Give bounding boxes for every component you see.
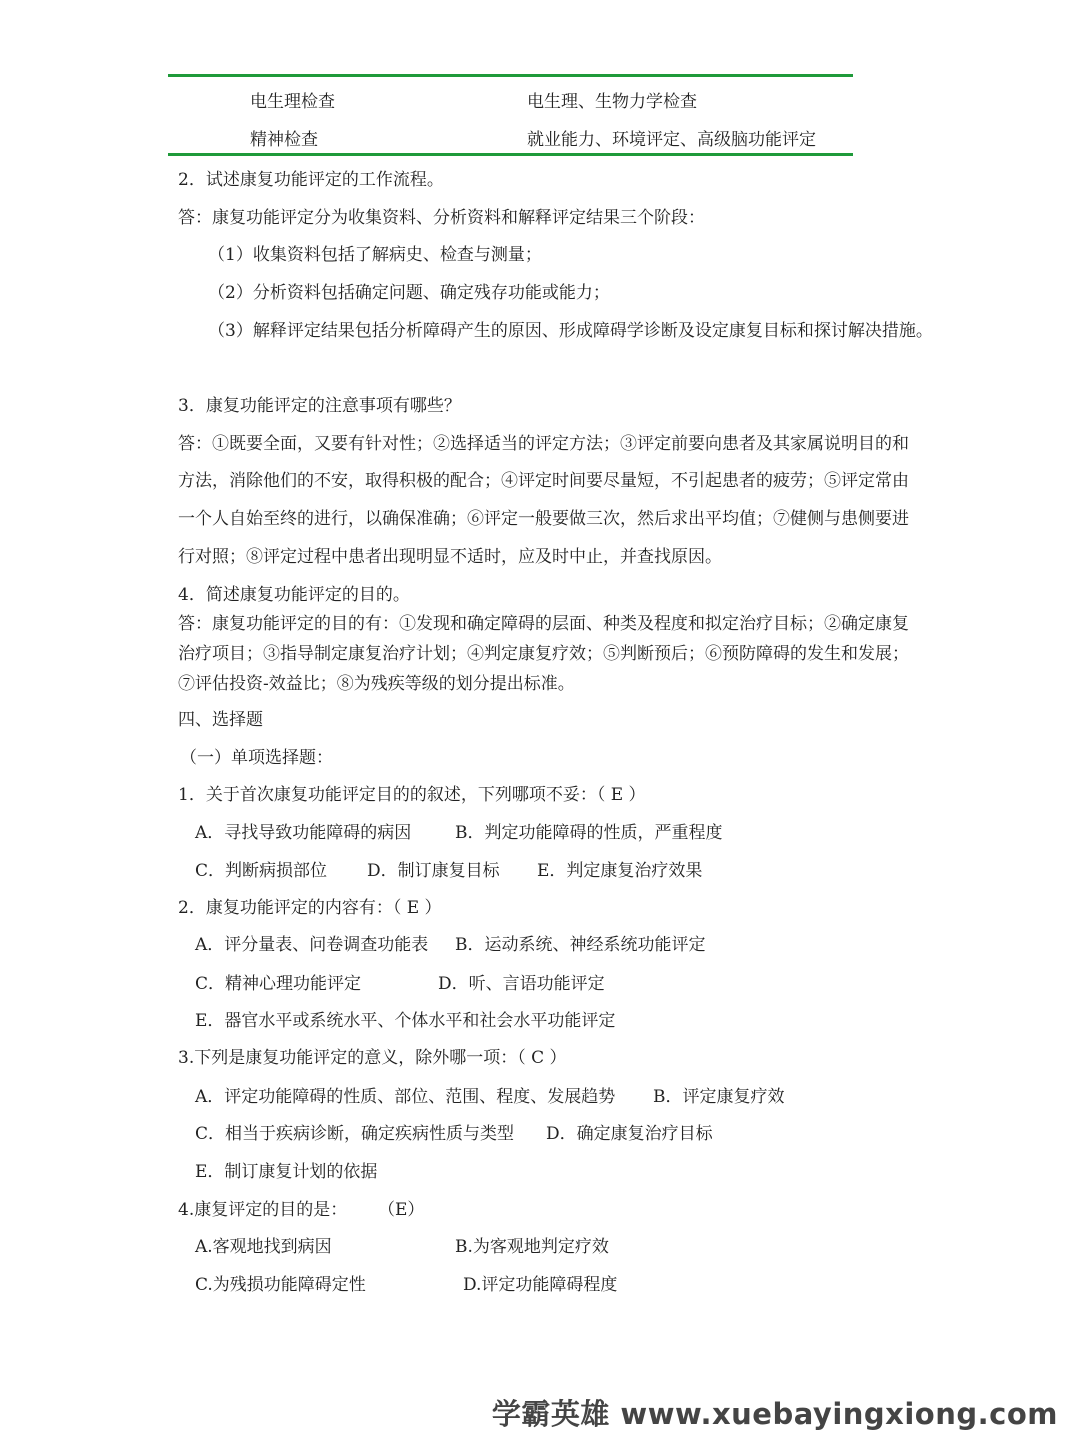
watermark: 学霸英雄 www.xuebayingxiong.com bbox=[491, 1397, 1058, 1431]
mc-question-4: 4.康复评定的目的是： bbox=[178, 1200, 348, 1220]
answer-3-line: 答：①既要全面，又要有针对性；②选择适当的评定方法；③评定前要向患者及其家属说明目的和 bbox=[178, 434, 909, 454]
mc-option: A．寻找导致功能障碍的病因 bbox=[195, 823, 412, 843]
mc-option: B．评定康复疗效 bbox=[653, 1087, 785, 1107]
section-subtitle: （一）单项选择题： bbox=[180, 748, 333, 768]
answer-2-point: （3）解释评定结果包括分析障碍产生的原因、形成障碍学诊断及设定康复目标和探讨解决措施。 bbox=[208, 321, 933, 341]
question-4: 4．简述康复功能评定的目的。 bbox=[178, 585, 410, 605]
mc-option: D．确定康复治疗目标 bbox=[546, 1124, 713, 1144]
mc-option: B．判定功能障碍的性质，严重程度 bbox=[455, 823, 723, 843]
mc-option: D．听、言语功能评定 bbox=[438, 974, 605, 994]
answer-3-line: 行对照；⑧评定过程中患者出现明显不适时，应及时中止，并查找原因。 bbox=[178, 547, 722, 567]
table-cell: 就业能力、环境评定、高级脑功能评定 bbox=[527, 130, 816, 150]
mc-option: E．器官水平或系统水平、个体水平和社会水平功能评定 bbox=[195, 1011, 616, 1031]
answer-2-point: （2）分析资料包括确定问题、确定残存功能或能力； bbox=[208, 283, 610, 303]
mc-option: D．制订康复目标 bbox=[367, 861, 500, 881]
mc-option: C.为残损功能障碍定性 bbox=[195, 1275, 366, 1295]
table-cell: 精神检查 bbox=[250, 130, 318, 150]
mc-option: A.客观地找到病因 bbox=[195, 1237, 332, 1257]
mc-option: D.评定功能障碍程度 bbox=[463, 1275, 618, 1295]
mc-option: B.为客观地判定疗效 bbox=[455, 1237, 609, 1257]
table-top-rule bbox=[168, 74, 853, 77]
answer-2-point: （1）收集资料包括了解病史、检查与测量； bbox=[208, 245, 542, 265]
answer-4-line: ⑦评估投资-效益比；⑧为残疾等级的划分提出标准。 bbox=[178, 674, 575, 694]
mc-option: E．判定康复治疗效果 bbox=[537, 861, 703, 881]
mc-option: E．制订康复计划的依据 bbox=[195, 1162, 378, 1182]
mc-option: C．精神心理功能评定 bbox=[195, 974, 362, 994]
mc-question-1: 1．关于首次康复功能评定目的的叙述，下列哪项不妥：（ E ） bbox=[178, 785, 646, 805]
answer-2: 答：康复功能评定分为收集资料、分析资料和解释评定结果三个阶段： bbox=[178, 208, 705, 228]
mc-option: A．评定功能障碍的性质、部位、范围、程度、发展趋势 bbox=[195, 1087, 616, 1107]
answer-4-line: 答：康复功能评定的目的有：①发现和确定障碍的层面、种类及程度和拟定治疗目标；②确定康复 bbox=[178, 614, 909, 634]
mc-question-3: 3.下列是康复功能评定的意义，除外哪一项：（ C ） bbox=[178, 1048, 567, 1068]
mc-option: B．运动系统、神经系统功能评定 bbox=[455, 935, 706, 955]
answer-3-line: 一个人自始至终的进行，以确保准确；⑥评定一般要做三次，然后求出平均值；⑦健侧与患侧要进 bbox=[178, 509, 909, 529]
mc-answer-4: （E） bbox=[378, 1200, 425, 1220]
mc-option: C．相当于疾病诊断，确定疾病性质与类型 bbox=[195, 1124, 515, 1144]
section-title: 四、选择题 bbox=[178, 710, 263, 730]
table-bottom-rule bbox=[168, 153, 853, 156]
answer-4-line: 治疗项目；③指导制定康复治疗计划；④判定康复疗效；⑤判断预后；⑥预防障碍的发生和发展； bbox=[178, 644, 909, 664]
mc-question-2: 2．康复功能评定的内容有：（ E ） bbox=[178, 898, 442, 918]
answer-3-line: 方法，消除他们的不安，取得积极的配合；④评定时间要尽量短，不引起患者的疲劳；⑤评定常由 bbox=[178, 471, 909, 491]
table-cell: 电生理检查 bbox=[250, 92, 335, 112]
question-2: 2．试述康复功能评定的工作流程。 bbox=[178, 170, 444, 190]
mc-option: C．判断病损部位 bbox=[195, 861, 328, 881]
mc-option: A．评分量表、问卷调查功能表 bbox=[195, 935, 429, 955]
question-3: 3．康复功能评定的注意事项有哪些？ bbox=[178, 396, 461, 416]
table-cell: 电生理、生物力学检查 bbox=[527, 92, 697, 112]
